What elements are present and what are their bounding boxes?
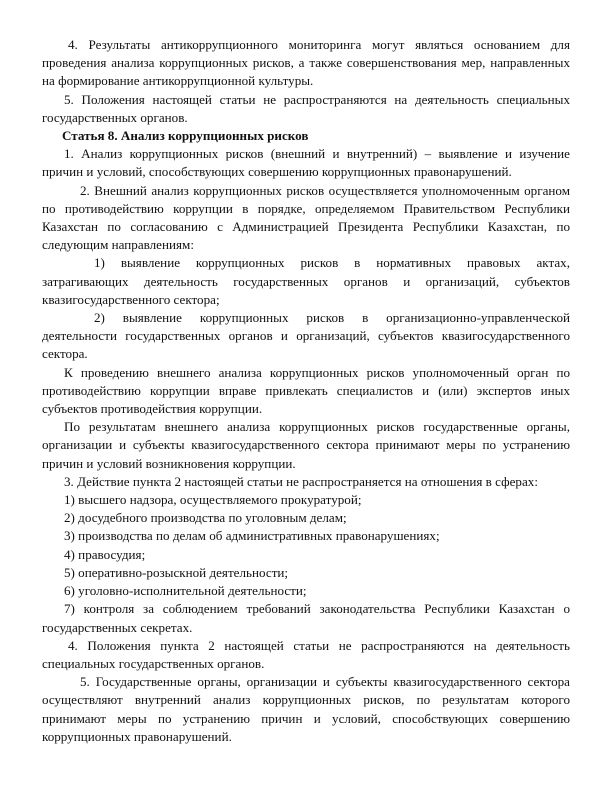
article-point-1: 1. Анализ коррупционных рисков (внешний и внутренний) – выявление и изучение причин и условий, способствующих совершению коррупционных правонарушений. — [42, 146, 570, 180]
document-page — [42, 36, 570, 746]
article-point-2-subpoint-1: 1) выявление коррупционных рисков в нормативных правовых актах, затрагивающих деятельность государственных органов и организаций, субъектов квазигосударственного сектора; — [42, 255, 570, 307]
article-point-3-item: 4) правосудия; — [64, 546, 146, 562]
article-point-3-item: 7) контроля за соблюдением требований законодательства Республики Казахстан о государственных секретах. — [42, 601, 570, 635]
article-title: Статья 8. Анализ коррупционных рисков — [62, 128, 309, 144]
paragraph-monitoring-5: 5. Положения настоящей статьи не распространяются на деятельность специальных государственных органов. — [42, 91, 570, 125]
article-point-3-item: 3) производства по делам об административных правонарушениях; — [64, 528, 440, 544]
article-point-3-item: 2) досудебного производства по уголовным делам; — [64, 510, 347, 526]
article-point-2: 2. Внешний анализ коррупционных рисков осуществляется уполномоченным органом по противодействию коррупции в порядке, определяемом Правительством Республики Казахстан по согласованию с Администрацией Президента Республики Казахстан, по следующим направлениям: — [42, 182, 570, 253]
article-point-5: 5. Государственные органы, организации и субъекты квазигосударственного сектора осуществляют внутренний анализ коррупционных рисков, по результатам которого принимают меры по устранению причин и условий, способствующих совершению коррупционных правонарушений. — [42, 674, 570, 744]
article-point-2-results: По результатам внешнего анализа коррупционных рисков государственные органы, организации и субъекты квазигосударственного сектора принимают меры по устранению причин и условий возникновения коррупции. — [42, 419, 570, 471]
paragraph-monitoring-4: 4. Результаты антикоррупционного мониторинга могут являться основанием для проведения анализа коррупционных рисков, а также совершенствования мер, направленных на формирование антикоррупционной культуры. — [42, 37, 570, 89]
article-point-2-external-experts: К проведению внешнего анализа коррупционных рисков уполномоченный орган по противодействию коррупции вправе привлекать специалистов и (или) экспертов иных субъектов противодействия коррупции. — [42, 364, 570, 417]
article-point-3-item: 1) высшего надзора, осуществляемого прокуратурой; — [64, 492, 362, 508]
article-point-4: 4. Положения пункта 2 настоящей статьи не распространяются на деятельность специальных государственных органов. — [42, 637, 570, 671]
article-point-3-item: 6) уголовно-исполнительной деятельности; — [64, 583, 307, 599]
article-point-2-subpoint-2: 2) выявление коррупционных рисков в организационно-управленческой деятельности государственных органов и организаций, субъектов квазигосударственного сектора. — [42, 310, 570, 362]
article-point-3: 3. Действие пункта 2 настоящей статьи не распространяется на отношения в сферах: — [64, 473, 538, 489]
article-point-3-item: 5) оперативно-розыскной деятельности; — [64, 564, 289, 580]
